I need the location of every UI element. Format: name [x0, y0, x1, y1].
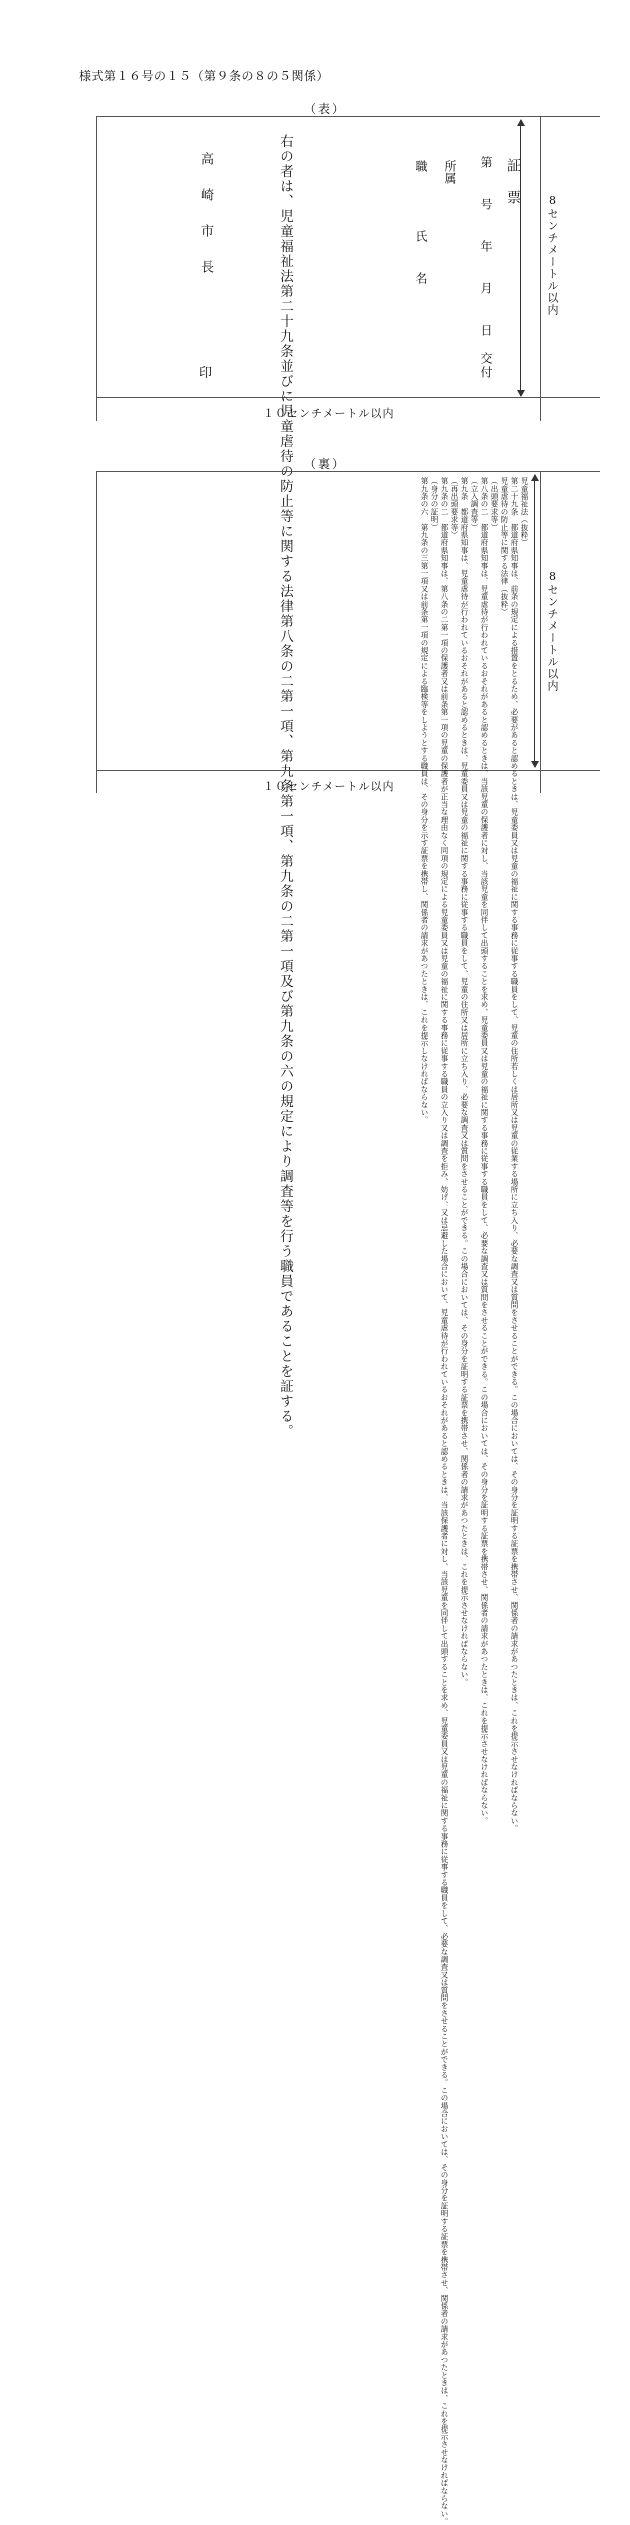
form-header: 様式第１６号の１５（第９条の８の５関係） [79, 69, 330, 83]
certification-line: 右の者は、児童福祉法第二十九条並びに児童虐 [277, 134, 293, 449]
certification-line: 待の防止等に関する法律第八条の二第一項、第九 [277, 449, 293, 779]
certification-line: 定により調査等を行う職員であることを証する。 [277, 1109, 293, 1439]
seal-mark: 印 [199, 366, 213, 381]
law-article: 第九条の六 第九条の三第一項又は前条第一項の規定による臨検等をしようとする職員は、その身分を示す証票を携帯し、関係者の請求があつたときは、これを提示しなければならない。 [420, 477, 429, 1124]
back-top-line [96, 471, 600, 472]
front-top-line [96, 116, 600, 117]
affiliation-label: 所属 [443, 160, 457, 184]
front-right-line [540, 116, 541, 421]
law-title: 児童虐待の防止等に関する法律（抜粋） [500, 477, 509, 616]
issue-number-line: 第 号 年 月 日 交付 [479, 156, 493, 380]
front-label: （表） [304, 102, 347, 116]
back-right-line [540, 471, 541, 793]
front-left-line [96, 116, 97, 421]
law-article: 第九条の二 都道府県知事は、第八条の二第一項の保護者又は前条第一項の児童の保護者が正当な理由なく同項の規定による児童委員又は児童の福祉に関する事務に従事する職員の立入り又は調査を拒み、妨げ、又は忌避した場合において、児童虐待が行われているおそれがあると認めるときは、当該保護者に対し、当該児童を同伴して出頭することを求め、児童委員又は児童の福祉に関する事務に従事する職員をして、必要な調査又は質問をさせることができる。この場合においては、その身分を証明する証票を携帯させ、関係者の請求があつたときは、これを提示させなければならない。 [440, 477, 449, 2525]
article-heading: （立入調査等） [470, 477, 479, 531]
back-height-arrow [534, 475, 535, 767]
issuer-name: 高 崎 市 長 [198, 152, 213, 278]
certification-line: 条第一項、第九条の二第一項及び第九条の六の規 [277, 779, 293, 1109]
law-article: 第九条 都道府県知事は、児童虐待が行われているおそれがあると認めるときは、児童委員又は児童の福祉に関する事務に従事する職員をして、児童の住所又は居所に立ち入り、必要な調査又は質問をさせることができる。この場合においては、その身分を証明する証票を携帯させ、関係者の請求があつたときは、これを提示させなければならない。 [460, 477, 469, 1686]
front-width-note: １０センチメートル以内 [263, 407, 395, 420]
back-left-line [96, 471, 97, 793]
article-heading: （身分の証明） [430, 477, 439, 531]
article-heading: （出頭要求等） [490, 477, 499, 531]
certification-text [270, 134, 299, 1439]
back-bottom-line [96, 770, 600, 771]
article-heading: （再出頭要求等） [450, 477, 459, 539]
law-article: 第八条の二 都道府県知事は、児童虐待が行われているおそれがあると認めるときは、当該児童の保護者に対し、当該児童を同伴して出頭することを求め、児童委員又は児童の福祉に関する事務に従事する職員をして、必要な調査又は質問をさせることができる。この場合においては、その身分を証明する証票を携帯させ、関係者の請求があつたときは、これを提示させなければならない。 [480, 477, 489, 1825]
name-line: 職 氏 名 [414, 160, 428, 286]
front-height-note: 8センチメートル以内 [546, 194, 559, 316]
back-width-note: １０センチメートル以内 [263, 780, 395, 793]
card-title: 証 票 [505, 158, 521, 206]
front-bottom-line [96, 397, 600, 398]
law-article: 第二十九条 都道府県知事は、前条の規定による措置をとるため、必要があると認めるときは、児童委員又は児童の福祉に関する事務に従事する職員をして、児童の住所若しくは居所又は児童の従業する場所に立ち入り、必要な調査又は質問をさせることができる。この場合においては、その身分を証明する証票を携帯させ、関係者の請求があつたときは、これを提示させなければならない。 [510, 477, 519, 1833]
back-label: （裏） [304, 457, 347, 471]
law-title: 児童福祉法（抜粋） [520, 477, 529, 547]
back-height-note: 8センチメートル以内 [546, 570, 559, 692]
